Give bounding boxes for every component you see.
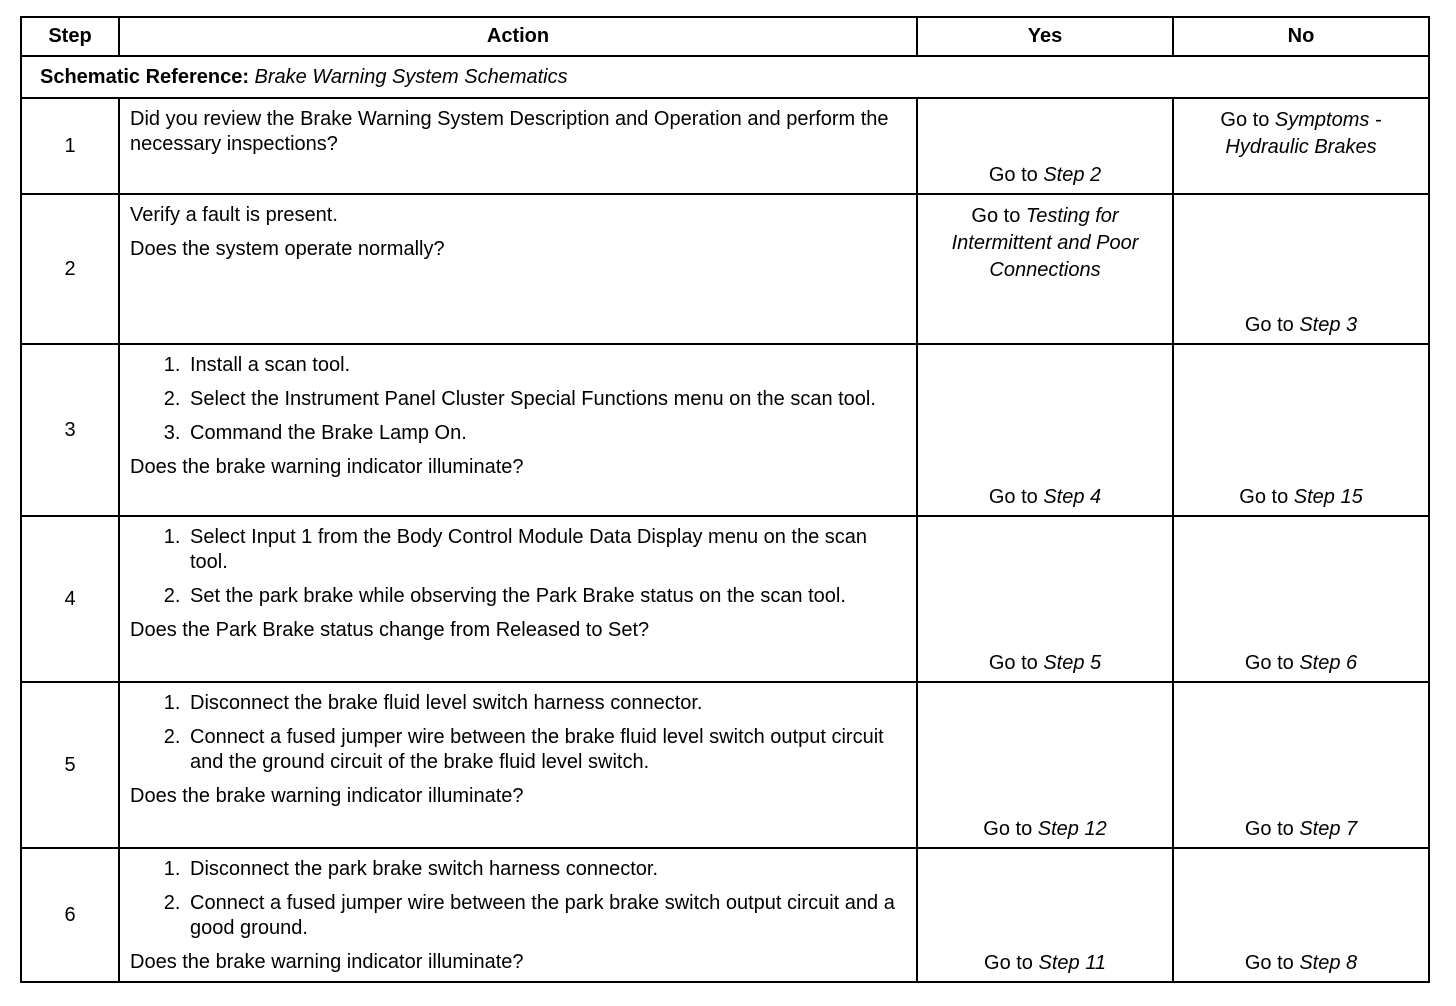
- action-step-item: 1. Select Input 1 from the Body Control Module Data Display menu on the scan tool.: [186, 525, 906, 575]
- no-cell: [1173, 848, 1429, 982]
- step-number: 1: [21, 98, 119, 194]
- no-goto-link[interactable]: Step 7: [1299, 818, 1358, 840]
- header-no: No: [1173, 17, 1429, 56]
- action-cell: [119, 98, 917, 194]
- yes-goto-link[interactable]: Step 4: [1043, 486, 1102, 508]
- no-goto-prefix: Go to: [1239, 486, 1289, 508]
- no-goto-prefix: Go to: [1244, 314, 1294, 336]
- action-step-item: 2. Connect a fused jumper wire between the park brake switch output circuit and a good ground.: [186, 891, 906, 941]
- no-goto-link[interactable]: Step 6: [1299, 652, 1358, 674]
- yes-goto-link[interactable]: Step 12: [1037, 818, 1107, 840]
- yes-goto-link[interactable]: Step 2: [1043, 164, 1102, 186]
- no-cell: [1173, 194, 1429, 344]
- yes-cell: [917, 516, 1173, 682]
- yes-cell: [917, 344, 1173, 516]
- diagnostic-table: [20, 16, 1430, 983]
- no-cell: [1173, 682, 1429, 848]
- no-goto-link[interactable]: Step 8: [1299, 952, 1358, 974]
- schematic-reference: [21, 56, 1429, 98]
- step-row: [21, 344, 1429, 516]
- yes-cell: [917, 848, 1173, 982]
- step-row: [21, 194, 1429, 344]
- action-step-item: 1. Disconnect the park brake switch harness connector.: [186, 857, 906, 882]
- yes-goto-link[interactable]: Step 11: [1038, 952, 1106, 974]
- no-goto-link[interactable]: Symptoms - Hydraulic Brakes: [1225, 109, 1382, 158]
- schematic-reference-label: Schematic Reference:: [40, 65, 249, 88]
- yes-goto-prefix: Go to: [988, 652, 1038, 674]
- no-goto-prefix: Go to: [1244, 952, 1294, 974]
- header-yes: Yes: [917, 17, 1173, 56]
- diagnostic-table-page: [20, 16, 1428, 983]
- step-row: [21, 848, 1429, 982]
- action-question: Does the brake warning indicator illuminate?: [130, 785, 524, 807]
- step-row: [21, 98, 1429, 194]
- action-cell: [119, 848, 917, 982]
- yes-goto-prefix: Go to: [983, 818, 1033, 840]
- action-cell: [119, 194, 917, 344]
- action-steps-list: [130, 525, 906, 609]
- action-cell: [119, 344, 917, 516]
- action-cell: [119, 516, 917, 682]
- yes-goto-link[interactable]: Testing for Intermittent and Poor Connections: [951, 205, 1139, 281]
- no-cell: [1173, 516, 1429, 682]
- no-goto-link[interactable]: Step 15: [1293, 486, 1363, 508]
- action-question: Does the brake warning indicator illuminate?: [130, 951, 524, 973]
- schematic-reference-link: Brake Warning System Schematics: [254, 65, 568, 88]
- step-number: 5: [21, 682, 119, 848]
- action-step-item: 1. Install a scan tool.: [186, 353, 906, 378]
- no-cell: [1173, 98, 1429, 194]
- no-goto-prefix: Go to: [1244, 818, 1294, 840]
- step-row: [21, 516, 1429, 682]
- yes-goto-prefix: Go to: [988, 164, 1038, 186]
- yes-goto-prefix: Go to: [984, 952, 1033, 974]
- action-text: Did you review the Brake Warning System Description and Operation and perform the necessary inspections?: [130, 108, 889, 155]
- no-goto-prefix: Go to: [1244, 652, 1294, 674]
- action-text: Verify a fault is present.: [130, 204, 338, 226]
- action-cell: [119, 682, 917, 848]
- action-steps-list: [130, 353, 906, 446]
- step-number: 3: [21, 344, 119, 516]
- schematic-reference-row: [21, 56, 1429, 98]
- action-steps-list: [130, 691, 906, 775]
- step-number: 4: [21, 516, 119, 682]
- step-number: 6: [21, 848, 119, 982]
- header-row: [21, 17, 1429, 56]
- yes-goto-prefix: Go to: [988, 486, 1038, 508]
- action-step-item: 1. Disconnect the brake fluid level switch harness connector.: [186, 691, 906, 716]
- action-text: Does the system operate normally?: [130, 238, 445, 260]
- header-action: Action: [119, 17, 917, 56]
- action-question: Does the Park Brake status change from Released to Set?: [130, 619, 650, 641]
- action-step-item: 2. Connect a fused jumper wire between the brake fluid level switch output circuit and the ground circuit of the brake fluid level switch.: [186, 725, 906, 775]
- action-question: Does the brake warning indicator illuminate?: [130, 456, 524, 478]
- header-step: Step: [21, 17, 119, 56]
- yes-goto-prefix: Go to: [971, 205, 1021, 227]
- action-step-item: 2. Select the Instrument Panel Cluster Special Functions menu on the scan tool.: [186, 387, 906, 412]
- step-number: 2: [21, 194, 119, 344]
- yes-cell: [917, 194, 1173, 344]
- yes-cell: [917, 682, 1173, 848]
- action-step-item: 2. Set the park brake while observing the Park Brake status on the scan tool.: [186, 584, 906, 609]
- step-row: [21, 682, 1429, 848]
- action-steps-list: [130, 857, 906, 941]
- no-goto-prefix: Go to: [1220, 109, 1270, 131]
- no-goto-link[interactable]: Step 3: [1299, 314, 1358, 336]
- yes-cell: [917, 98, 1173, 194]
- action-step-item: 3. Command the Brake Lamp On.: [186, 421, 906, 446]
- no-cell: [1173, 344, 1429, 516]
- yes-goto-link[interactable]: Step 5: [1043, 652, 1102, 674]
